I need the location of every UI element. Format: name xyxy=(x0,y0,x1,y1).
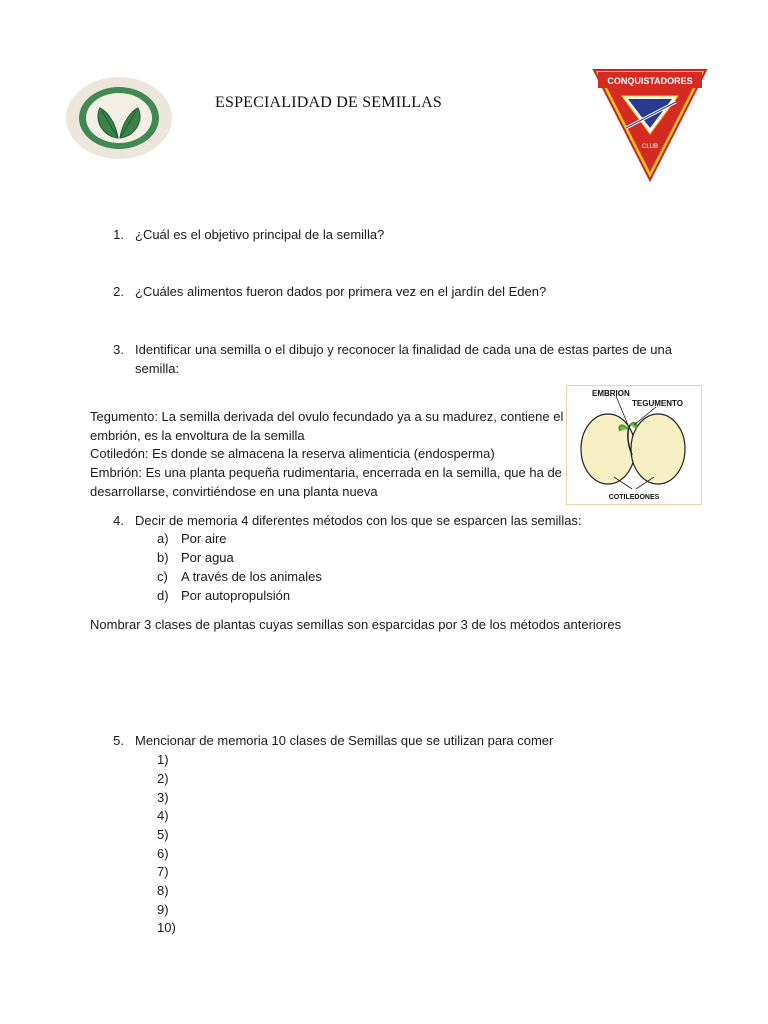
question-3-text-line2: semilla: xyxy=(135,361,180,376)
question-3-number: 3. xyxy=(113,342,124,357)
question-1-text: ¿Cuál es el objetivo principal de la semilla? xyxy=(135,227,385,242)
diagram-label-embrion: EMBRION xyxy=(592,389,630,398)
method-c-text: A través de los animales xyxy=(181,569,322,584)
food-item-3: 3) xyxy=(157,790,169,805)
definition-line-2: embrión, es la envoltura de la semilla xyxy=(90,428,305,443)
logo-top-text: CONQUISTADORES xyxy=(607,76,693,86)
question-1-number: 1. xyxy=(113,227,124,242)
page-title: ESPECIALIDAD DE SEMILLAS xyxy=(215,94,443,111)
question-4-number: 4. xyxy=(113,513,124,528)
method-a-text: Por aire xyxy=(181,531,227,546)
diagram-label-cotiledones: COTILEDONES xyxy=(608,494,660,501)
definition-line-3: Cotiledón: Es donde se almacena la reserva alimenticia (endosperma) xyxy=(90,446,495,461)
food-item-5: 5) xyxy=(157,827,169,842)
diagram-label-tegumento: TEGUMENTO xyxy=(632,399,683,408)
question-2-text: ¿Cuáles alimentos fueron dados por primera vez en el jardín del Eden? xyxy=(135,284,547,299)
plants-instruction: Nombrar 3 clases de plantas cuyas semillas son esparcidas por 3 de los métodos anteriores xyxy=(90,617,622,632)
definition-line-4: Embrión: Es una planta pequeña rudimentaria, encerrada en la semilla, que ha de xyxy=(90,465,562,480)
seed-diagram xyxy=(566,385,702,505)
food-item-7: 7) xyxy=(157,864,169,879)
food-item-6: 6) xyxy=(157,846,169,861)
question-5-number: 5. xyxy=(113,733,124,748)
definition-line-5: desarrollarse, convirtiéndose en una planta nueva xyxy=(90,484,378,499)
question-5-text: Mencionar de memoria 10 clases de Semillas que se utilizan para comer xyxy=(135,733,554,748)
method-c-letter: c) xyxy=(157,569,168,584)
logo-bottom-text: CLUB xyxy=(641,144,659,150)
specialty-badge-logo xyxy=(64,76,174,160)
food-item-1: 1) xyxy=(157,752,169,767)
question-2-number: 2. xyxy=(113,284,124,299)
question-4-text: Decir de memoria 4 diferentes métodos con los que se esparcen las semillas: xyxy=(135,513,582,528)
definition-line-1: Tegumento: La semilla derivada del ovulo fecundado ya a su madurez, contiene el xyxy=(90,409,564,424)
food-item-10: 10) xyxy=(157,920,176,935)
food-item-2: 2) xyxy=(157,771,169,786)
food-item-4: 4) xyxy=(157,808,169,823)
food-item-9: 9) xyxy=(157,902,169,917)
method-b-letter: b) xyxy=(157,550,169,565)
method-a-letter: a) xyxy=(157,531,169,546)
question-3-text-line1: Identificar una semilla o el dibujo y reconocer la finalidad de cada una de estas partes de una xyxy=(135,342,672,357)
method-d-letter: d) xyxy=(157,588,169,603)
method-b-text: Por agua xyxy=(181,550,234,565)
food-item-8: 8) xyxy=(157,883,169,898)
pathfinder-club-logo xyxy=(592,68,708,182)
method-d-text: Por autopropulsión xyxy=(181,588,291,603)
